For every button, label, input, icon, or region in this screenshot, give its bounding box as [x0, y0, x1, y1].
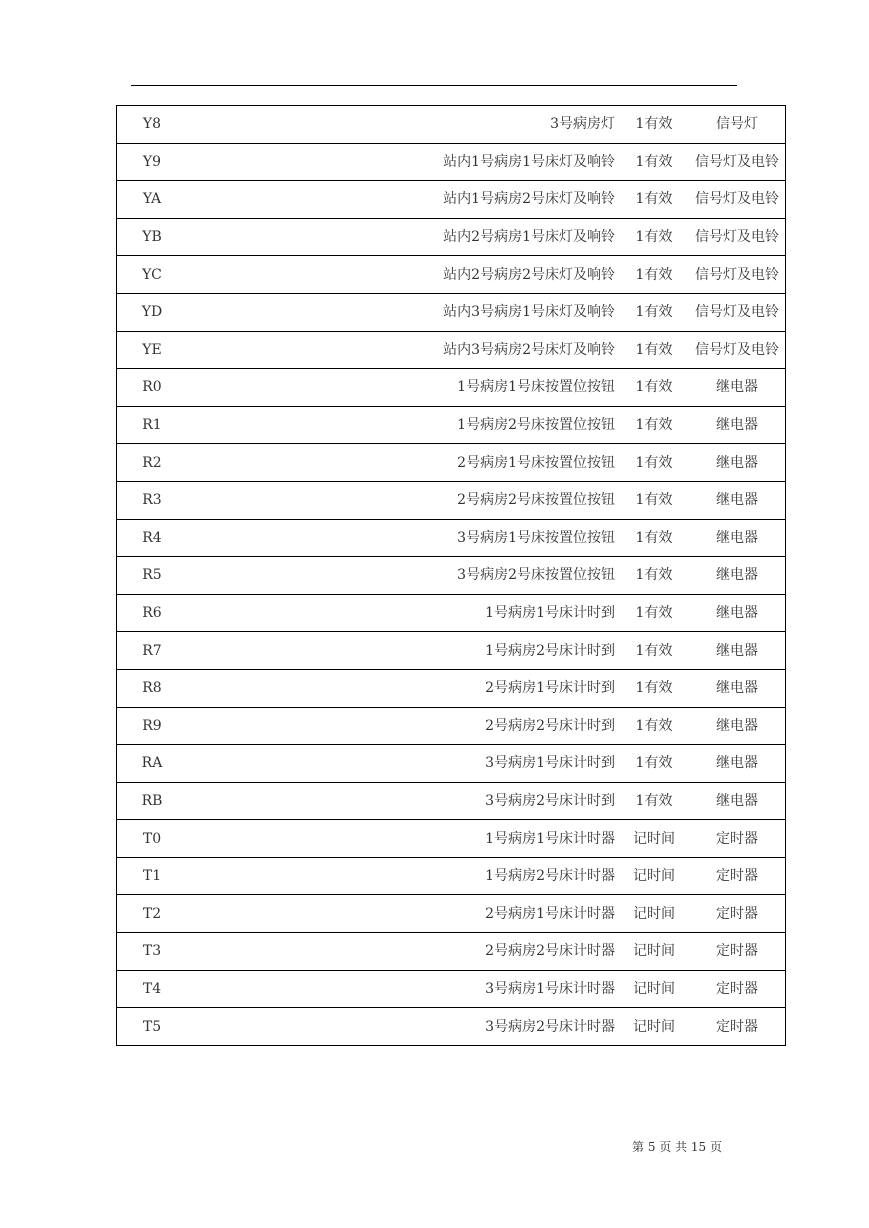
address-cell: RB: [117, 782, 188, 820]
active-level-cell: 1有效: [619, 406, 689, 444]
active-level-cell: 1有效: [619, 669, 689, 707]
address-cell: R0: [117, 369, 188, 407]
description-cell: 3号病房灯: [187, 106, 619, 144]
description-cell: 3号病房1号床按置位按钮: [187, 519, 619, 557]
active-level-cell: 1有效: [619, 218, 689, 256]
description-cell: 3号病房1号床计时到: [187, 745, 619, 783]
device-type-cell: 信号灯: [689, 106, 786, 144]
device-type-cell: 信号灯及电铃: [689, 143, 786, 181]
address-cell: RA: [117, 745, 188, 783]
active-level-cell: 1有效: [619, 293, 689, 331]
table-row: [117, 369, 786, 407]
table-row: [117, 669, 786, 707]
table-row: [117, 406, 786, 444]
address-cell: R7: [117, 632, 188, 670]
table-row: [117, 782, 786, 820]
address-cell: T3: [117, 933, 188, 971]
description-cell: 2号病房2号床计时器: [187, 933, 619, 971]
device-type-cell: 信号灯及电铃: [689, 181, 786, 219]
active-level-cell: 1有效: [619, 256, 689, 294]
table-row: [117, 218, 786, 256]
description-cell: 1号病房2号床按置位按钮: [187, 406, 619, 444]
address-cell: Y9: [117, 143, 188, 181]
active-level-cell: 1有效: [619, 369, 689, 407]
address-cell: R8: [117, 669, 188, 707]
table-row: [117, 707, 786, 745]
table-row: [117, 970, 786, 1008]
device-type-cell: 继电器: [689, 669, 786, 707]
description-cell: 2号病房1号床计时器: [187, 895, 619, 933]
device-type-cell: 定时器: [689, 820, 786, 858]
active-level-cell: 记时间: [619, 933, 689, 971]
description-cell: 2号病房1号床按置位按钮: [187, 444, 619, 482]
description-cell: 站内1号病房2号床灯及响铃: [187, 181, 619, 219]
description-cell: 2号病房1号床计时到: [187, 669, 619, 707]
active-level-cell: 1有效: [619, 106, 689, 144]
device-type-cell: 继电器: [689, 632, 786, 670]
device-type-cell: 信号灯及电铃: [689, 293, 786, 331]
address-cell: R6: [117, 594, 188, 632]
address-cell: T1: [117, 857, 188, 895]
device-type-cell: 继电器: [689, 481, 786, 519]
table-row: [117, 106, 786, 144]
table-row: [117, 181, 786, 219]
device-type-cell: 继电器: [689, 369, 786, 407]
description-cell: 1号病房1号床计时器: [187, 820, 619, 858]
table-row: [117, 1008, 786, 1046]
description-cell: 站内2号病房1号床灯及响铃: [187, 218, 619, 256]
device-type-cell: 继电器: [689, 707, 786, 745]
table-row: [117, 745, 786, 783]
device-type-cell: 定时器: [689, 857, 786, 895]
device-type-cell: 继电器: [689, 745, 786, 783]
active-level-cell: 1有效: [619, 331, 689, 369]
device-type-cell: 继电器: [689, 406, 786, 444]
active-level-cell: 1有效: [619, 782, 689, 820]
description-cell: 1号病房1号床按置位按钮: [187, 369, 619, 407]
device-type-cell: 继电器: [689, 519, 786, 557]
page-number: 第 5 页 共 15 页: [632, 1140, 722, 1154]
active-level-cell: 记时间: [619, 1008, 689, 1046]
active-level-cell: 1有效: [619, 557, 689, 595]
active-level-cell: 1有效: [619, 745, 689, 783]
device-type-cell: 信号灯及电铃: [689, 331, 786, 369]
table-row: [117, 933, 786, 971]
active-level-cell: 记时间: [619, 970, 689, 1008]
active-level-cell: 1有效: [619, 632, 689, 670]
table-row: [117, 557, 786, 595]
device-type-cell: 信号灯及电铃: [689, 256, 786, 294]
description-cell: 1号病房2号床计时到: [187, 632, 619, 670]
address-cell: YE: [117, 331, 188, 369]
io-allocation-table: [116, 105, 786, 1046]
device-type-cell: 继电器: [689, 594, 786, 632]
device-type-cell: 信号灯及电铃: [689, 218, 786, 256]
address-cell: R5: [117, 557, 188, 595]
table-row: [117, 444, 786, 482]
table-row: [117, 293, 786, 331]
address-cell: YC: [117, 256, 188, 294]
device-type-cell: 定时器: [689, 895, 786, 933]
device-type-cell: 继电器: [689, 557, 786, 595]
description-cell: 2号病房2号床计时到: [187, 707, 619, 745]
table-row: [117, 143, 786, 181]
address-cell: R3: [117, 481, 188, 519]
table-row: [117, 895, 786, 933]
address-cell: YB: [117, 218, 188, 256]
active-level-cell: 记时间: [619, 895, 689, 933]
active-level-cell: 1有效: [619, 519, 689, 557]
table-row: [117, 256, 786, 294]
table-row: [117, 820, 786, 858]
address-cell: T4: [117, 970, 188, 1008]
address-cell: YD: [117, 293, 188, 331]
table-row: [117, 857, 786, 895]
device-type-cell: 定时器: [689, 970, 786, 1008]
description-cell: 站内3号病房1号床灯及响铃: [187, 293, 619, 331]
active-level-cell: 1有效: [619, 143, 689, 181]
io-table-body: [117, 106, 786, 1046]
table-row: [117, 519, 786, 557]
address-cell: T0: [117, 820, 188, 858]
address-cell: T2: [117, 895, 188, 933]
active-level-cell: 1有效: [619, 594, 689, 632]
description-cell: 站内1号病房1号床灯及响铃: [187, 143, 619, 181]
active-level-cell: 1有效: [619, 444, 689, 482]
address-cell: Y8: [117, 106, 188, 144]
active-level-cell: 记时间: [619, 857, 689, 895]
address-cell: T5: [117, 1008, 188, 1046]
description-cell: 站内2号病房2号床灯及响铃: [187, 256, 619, 294]
description-cell: 2号病房2号床按置位按钮: [187, 481, 619, 519]
address-cell: R9: [117, 707, 188, 745]
description-cell: 3号病房1号床计时器: [187, 970, 619, 1008]
active-level-cell: 1有效: [619, 481, 689, 519]
description-cell: 站内3号病房2号床灯及响铃: [187, 331, 619, 369]
address-cell: R2: [117, 444, 188, 482]
device-type-cell: 继电器: [689, 782, 786, 820]
active-level-cell: 1有效: [619, 707, 689, 745]
table-row: [117, 331, 786, 369]
address-cell: R4: [117, 519, 188, 557]
table-row: [117, 594, 786, 632]
device-type-cell: 定时器: [689, 1008, 786, 1046]
description-cell: 3号病房2号床按置位按钮: [187, 557, 619, 595]
header-rule: [131, 85, 737, 86]
address-cell: YA: [117, 181, 188, 219]
active-level-cell: 1有效: [619, 181, 689, 219]
table-row: [117, 481, 786, 519]
address-cell: R1: [117, 406, 188, 444]
description-cell: 3号病房2号床计时器: [187, 1008, 619, 1046]
device-type-cell: 定时器: [689, 933, 786, 971]
active-level-cell: 记时间: [619, 820, 689, 858]
description-cell: 3号病房2号床计时到: [187, 782, 619, 820]
device-type-cell: 继电器: [689, 444, 786, 482]
table-row: [117, 632, 786, 670]
description-cell: 1号病房1号床计时到: [187, 594, 619, 632]
description-cell: 1号病房2号床计时器: [187, 857, 619, 895]
